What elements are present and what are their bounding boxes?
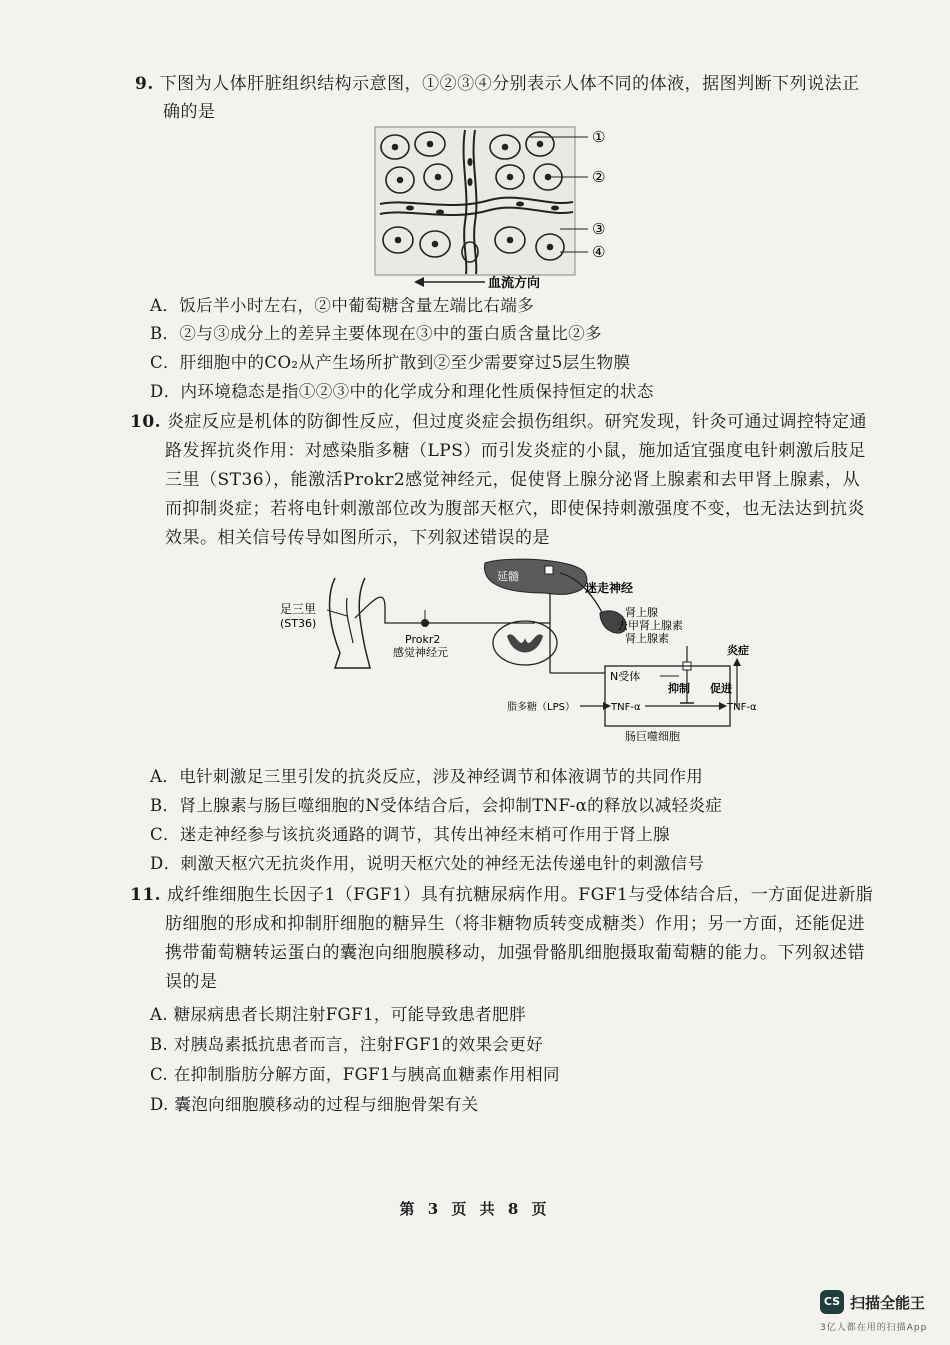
q11-option-d: D. 囊泡向细胞膜移动的过程与细胞骨架有关 [150, 1095, 479, 1114]
signal-pathway-figure [275, 558, 775, 748]
q10-number: 10. [130, 412, 162, 432]
macrophage-label: 肠巨噬细胞 [625, 730, 680, 743]
q11-stem-line-4: 误的是 [165, 972, 218, 992]
st36-label: (ST36) [280, 617, 317, 630]
liver-tissue-figure [370, 122, 620, 292]
q10-stem-text: 炎症反应是机体的防御性反应，但过度炎症会损伤组织。研究发现，针灸可通过调控特定通 [166, 412, 867, 432]
q10-option-d: D．刺激天枢穴无抗炎作用，说明天枢穴处的神经无法传递电针的刺激信号 [150, 854, 705, 873]
q11-stem-text: 成纤维细胞生长因子1（FGF1）具有抗糖尿病作用。FGF1与受体结合后，一方面促进新脂 [166, 885, 874, 905]
label-1: ① [592, 128, 606, 146]
q9-stem-text: 下图为人体肝脏组织结构示意图，①②③④分别表示人体不同的体液，据图判断下列说法正 [159, 74, 860, 94]
q9-option-c: C．肝细胞中的CO₂从产生场所扩散到②至少需要穿过5层生物膜 [150, 353, 631, 372]
q11-stem-line-1 [130, 883, 873, 907]
medulla-nucleus [545, 566, 553, 574]
q9-stem-line-2: 确的是 [163, 102, 216, 122]
lps-arrow-head [603, 702, 611, 710]
q10-stem-line-2: 路发挥抗炎作用：对感染脂多糖（LPS）而引发炎症的小鼠，施加适宜强度电针刺激后肢足 [165, 441, 866, 461]
q9-stem-line-1 [135, 72, 860, 96]
q9-number: 9. [135, 74, 154, 94]
q9-option-d: D．内环境稳态是指①②③中的化学成分和理化性质保持恒定的状态 [150, 382, 654, 401]
q9-option-b: B．②与③成分上的差异主要体现在③中的蛋白质含量比②多 [150, 324, 602, 343]
leg-bone [347, 598, 353, 643]
q11-stem-line-2: 肪细胞的形成和抑制肝细胞的糖异生（将非糖物质转变成糖类）作用；另一方面，还能促进 [165, 914, 865, 934]
n-receptor-label: N受体 [610, 670, 641, 683]
spinal-gray-matter [507, 634, 543, 652]
promote-arrow-head [733, 658, 741, 666]
zusanli-label: 足三里 [280, 602, 317, 616]
lps-label: 脂多糖（LPS） [507, 702, 575, 713]
q10-option-c: C．迷走神经参与该抗炎通路的调节，其传出神经末梢可作用于肾上腺 [150, 825, 671, 844]
tnf-left-label: TNF-α [611, 702, 641, 713]
sensory-neuron-path [355, 597, 535, 623]
leg-outline [330, 578, 370, 668]
scanner-subtitle: 3亿人都在用的扫描App [820, 1323, 928, 1333]
tnf-arrow-head [719, 702, 727, 710]
label-4: ④ [592, 243, 606, 261]
q11-number: 11. [130, 885, 162, 905]
q11-stem-line-3: 携带葡萄糖转运蛋白的囊泡向细胞膜移动，加强骨骼肌细胞摄取葡萄糖的能力。下列叙述错 [165, 943, 865, 963]
inhibit-label: 抑制 [668, 682, 690, 695]
q10-option-b: B．肾上腺素与肠巨噬细胞的N受体结合后，会抑制TNF-α的释放以减轻炎症 [150, 796, 723, 815]
prokr2-label: Prokr2 [405, 633, 441, 646]
promote-label: 促进 [710, 682, 732, 695]
flow-label: 血流方向 [488, 276, 541, 291]
q10-stem-line-1 [130, 410, 867, 434]
inflammation-label: 炎症 [727, 644, 749, 657]
q11-option-c: C. 在抑制脂肪分解方面，FGF1与胰高血糖素作用相同 [150, 1065, 560, 1084]
q10-stem-line-3: 三里（ST36），能激活Prokr2感觉神经元，促使肾上腺分泌肾上腺素和去甲肾上腺素，从 [165, 470, 861, 490]
page-footer: 第 3 页 共 8 页 [399, 1200, 551, 1218]
q10-stem-line-5: 效果。相关信号传导如图所示，下列叙述错误的是 [165, 528, 550, 548]
q9-option-a: A．饭后半小时左右，②中葡萄糖含量左端比右端多 [150, 296, 535, 315]
q10-option-a: A．电针刺激足三里引发的抗炎反应，涉及神经调节和体液调节的共同作用 [150, 767, 704, 786]
tnf-right-label: TNF-α [727, 702, 757, 713]
scanner-title: 扫描全能王 [850, 1294, 926, 1312]
label-2: ② [592, 168, 606, 186]
q10-stem-line-4: 而抑制炎症；若将电针刺激部位改为腹部天枢穴，即使保持刺激强度不变，也无法达到抗炎 [165, 499, 865, 519]
flow-arrow-head [414, 277, 424, 287]
epi-label: 肾上腺素 [625, 632, 669, 645]
vagus-label: 迷走神经 [585, 581, 634, 595]
q11-option-a: A. 糖尿病患者长期注射FGF1，可能导致患者肥胖 [150, 1005, 526, 1024]
adrenal-label: 肾上腺 [625, 606, 658, 619]
label-3: ③ [592, 220, 606, 238]
q11-option-b: B. 对胰岛素抵抗患者而言，注射FGF1的效果会更好 [150, 1035, 544, 1054]
norepi-label: 去甲肾上腺素 [617, 619, 683, 632]
sensory-label: 感觉神经元 [393, 646, 448, 659]
medulla-label: 延髓 [497, 570, 519, 583]
scanner-logo: CS [820, 1290, 844, 1314]
